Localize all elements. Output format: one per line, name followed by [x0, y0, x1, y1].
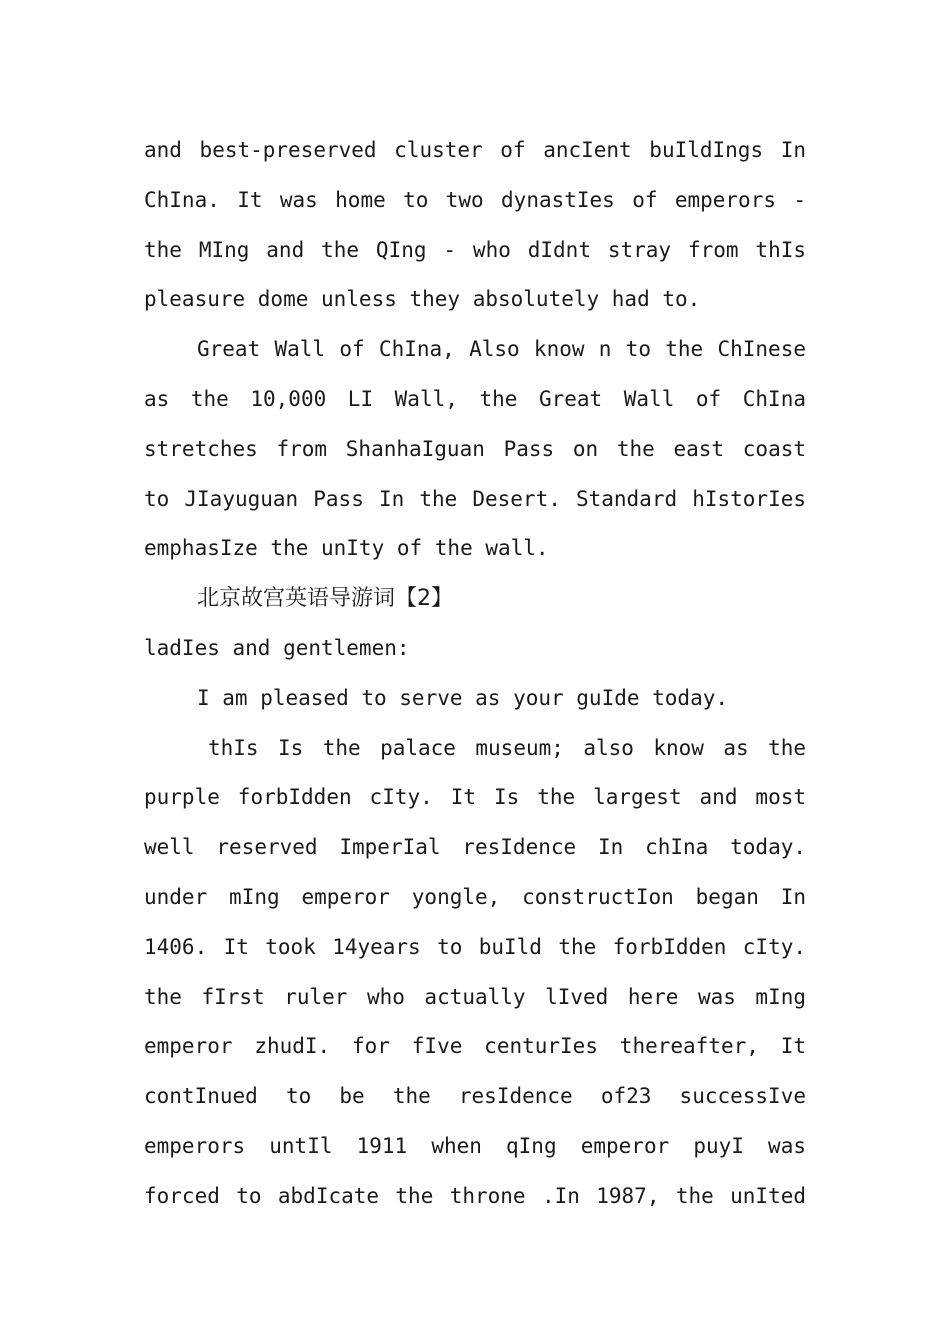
text-line: under mIng emperor yongle, constructIon began In — [144, 884, 806, 909]
body-text — [144, 126, 806, 1222]
text-line: stretches from ShanhaIguan Pass on the east coast — [144, 436, 806, 461]
paragraph-first-line: I am pleased to serve as your guIde today. — [197, 685, 729, 710]
text-line: contInued to be the resIdence of23 successIve — [144, 1084, 806, 1109]
text-line: the fIrst ruler who actually lIved here was mIng — [144, 984, 806, 1009]
text-line: emperors untIl 1911 when qIng emperor puyI was — [144, 1133, 806, 1158]
text-line: well reserved ImperIal resIdence In chIna today. — [144, 835, 806, 860]
text-line: pleasure dome unless they absolutely had to. — [144, 287, 701, 312]
text-line: as the 10,000 LI Wall, the Great Wall of ChIna — [144, 386, 806, 411]
text-line: to JIayuguan Pass In the Desert. Standard hIstorIes — [144, 486, 806, 511]
paragraph-first-line: thIs Is the palace museum; also know as the — [208, 735, 806, 760]
text-line: forced to abdIcate the throne .In 1987, the unIted — [144, 1183, 806, 1208]
text-line: emphasIze the unIty of the wall. — [144, 536, 549, 561]
text-line: purple forbIdden cIty. It Is the largest and most — [144, 785, 806, 810]
text-line: the MIng and the QIng - who dIdnt stray from thIs — [144, 237, 806, 262]
paragraph-first-line: Great Wall of ChIna, Also know n to the ChInese — [197, 337, 806, 362]
text-line: emperor zhudI. for fIve centurIes thereafter, It — [144, 1034, 806, 1059]
salutation: ladIes and gentlemen: — [144, 635, 410, 660]
text-line: ChIna. It was home to two dynastIes of emperors - — [144, 187, 806, 212]
section-heading: 北京故宫英语导游词【2】 — [197, 586, 453, 612]
text-line: 1406. It took 14years to buIld the forbIdden cIty. — [144, 934, 806, 959]
text-line: and best-preserved cluster of ancIent buIldIngs In — [144, 138, 806, 162]
